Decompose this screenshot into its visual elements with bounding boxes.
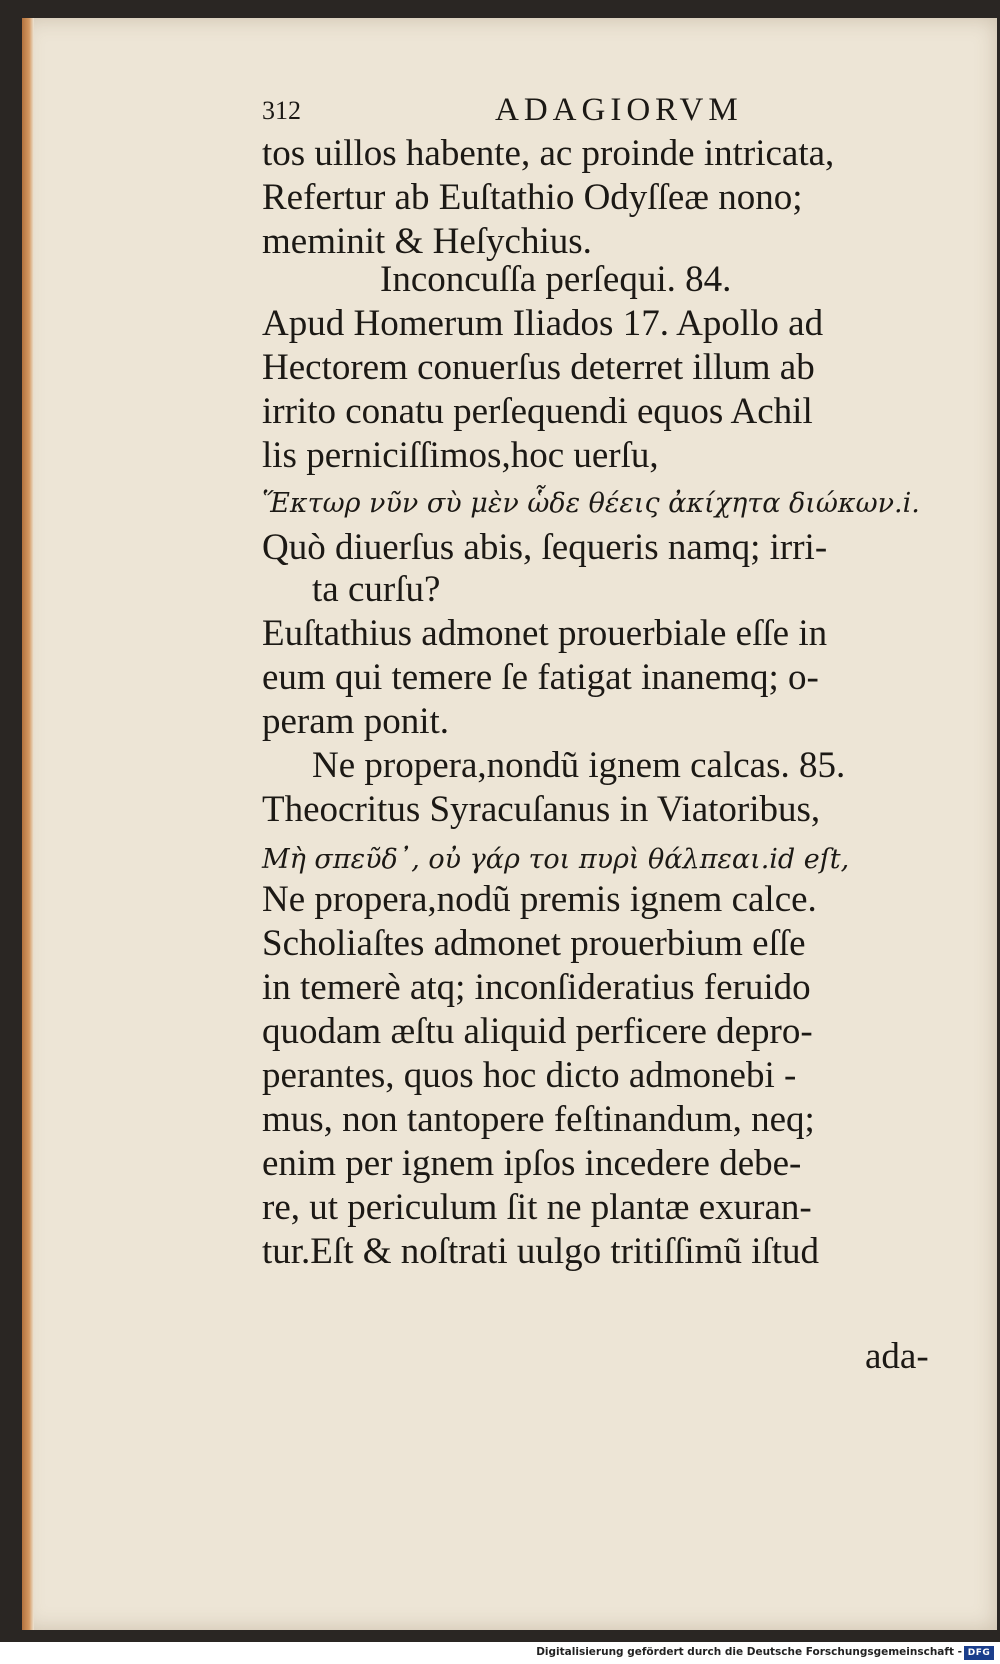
text-line: mus, non tantopere feſtinandum, neq; (262, 1099, 815, 1140)
page-edge (22, 18, 34, 1630)
text-line: enim per ignem ipſos incedere debe- (262, 1143, 802, 1184)
text-line: Ne propera,nodũ premis ignem calce. (262, 879, 817, 920)
text-line: Scholiaſtes admonet prouerbium eſſe (262, 923, 806, 964)
text-line: Apud Homerum Iliados 17. Apollo ad (262, 303, 824, 344)
text-line: eum qui temere ſe fatigat inanemq; o- (262, 657, 819, 698)
text-line: in temerè atq; inconſideratius feruido (262, 967, 811, 1008)
text-line: tur.Eſt & noſtrati uulgo tritiſſimũ iſtud (262, 1231, 820, 1272)
text-line: Theocritus Syracuſanus in Viatoribus, (262, 789, 821, 830)
greek-verse: Μὴ σπεῦδ᾽, οὐ γάρ τοι πυρὶ θάλπεαι.id eſt, (262, 844, 850, 875)
running-title: ADAGIORVM (495, 92, 743, 128)
text-line: Quò diuerſus abis, ſequeris namq; irri- (262, 527, 828, 568)
text-line: tos uillos habente, ac proinde intricata, (262, 133, 835, 174)
section-heading: Inconcuſſa perſequi. 84. (380, 259, 732, 300)
text-line: quodam æſtu aliquid perficere depro- (262, 1011, 813, 1052)
text-line: ta curſu? (312, 569, 441, 610)
greek-verse: Ἕκτωρ νῦν σὺ μὲν ὧδε θέεις ἀκίχητα διώκων.i. (262, 488, 920, 519)
page-number: 312 (262, 96, 301, 125)
text-line: Hectorem conuerſus deterret illum ab (262, 347, 815, 388)
text-line: perantes, quos hoc dicto admonebi - (262, 1055, 797, 1096)
section-heading: Ne propera,nondũ ignem calcas. 85. (312, 745, 846, 786)
text-line: irrito conatu perſequendi equos Achil (262, 391, 813, 432)
footer-credit: Digitalisierung gefördert durch die Deutsche Forschungsgemeinschaft - (536, 1646, 962, 1658)
catchword: ada- (865, 1336, 929, 1377)
text-line: peram ponit. (262, 701, 450, 742)
text-line: lis perniciſſimos,hoc uerſu, (262, 435, 659, 476)
dfg-logo: DFG (964, 1646, 994, 1660)
text-line: re, ut periculum ſit ne plantæ exuran- (262, 1187, 812, 1228)
text-line: Refertur ab Euſtathio Odyſſeæ nono; (262, 177, 803, 218)
text-line: meminit & Heſychius. (262, 221, 592, 262)
text-line: Euſtathius admonet prouerbiale eſſe in (262, 613, 828, 654)
